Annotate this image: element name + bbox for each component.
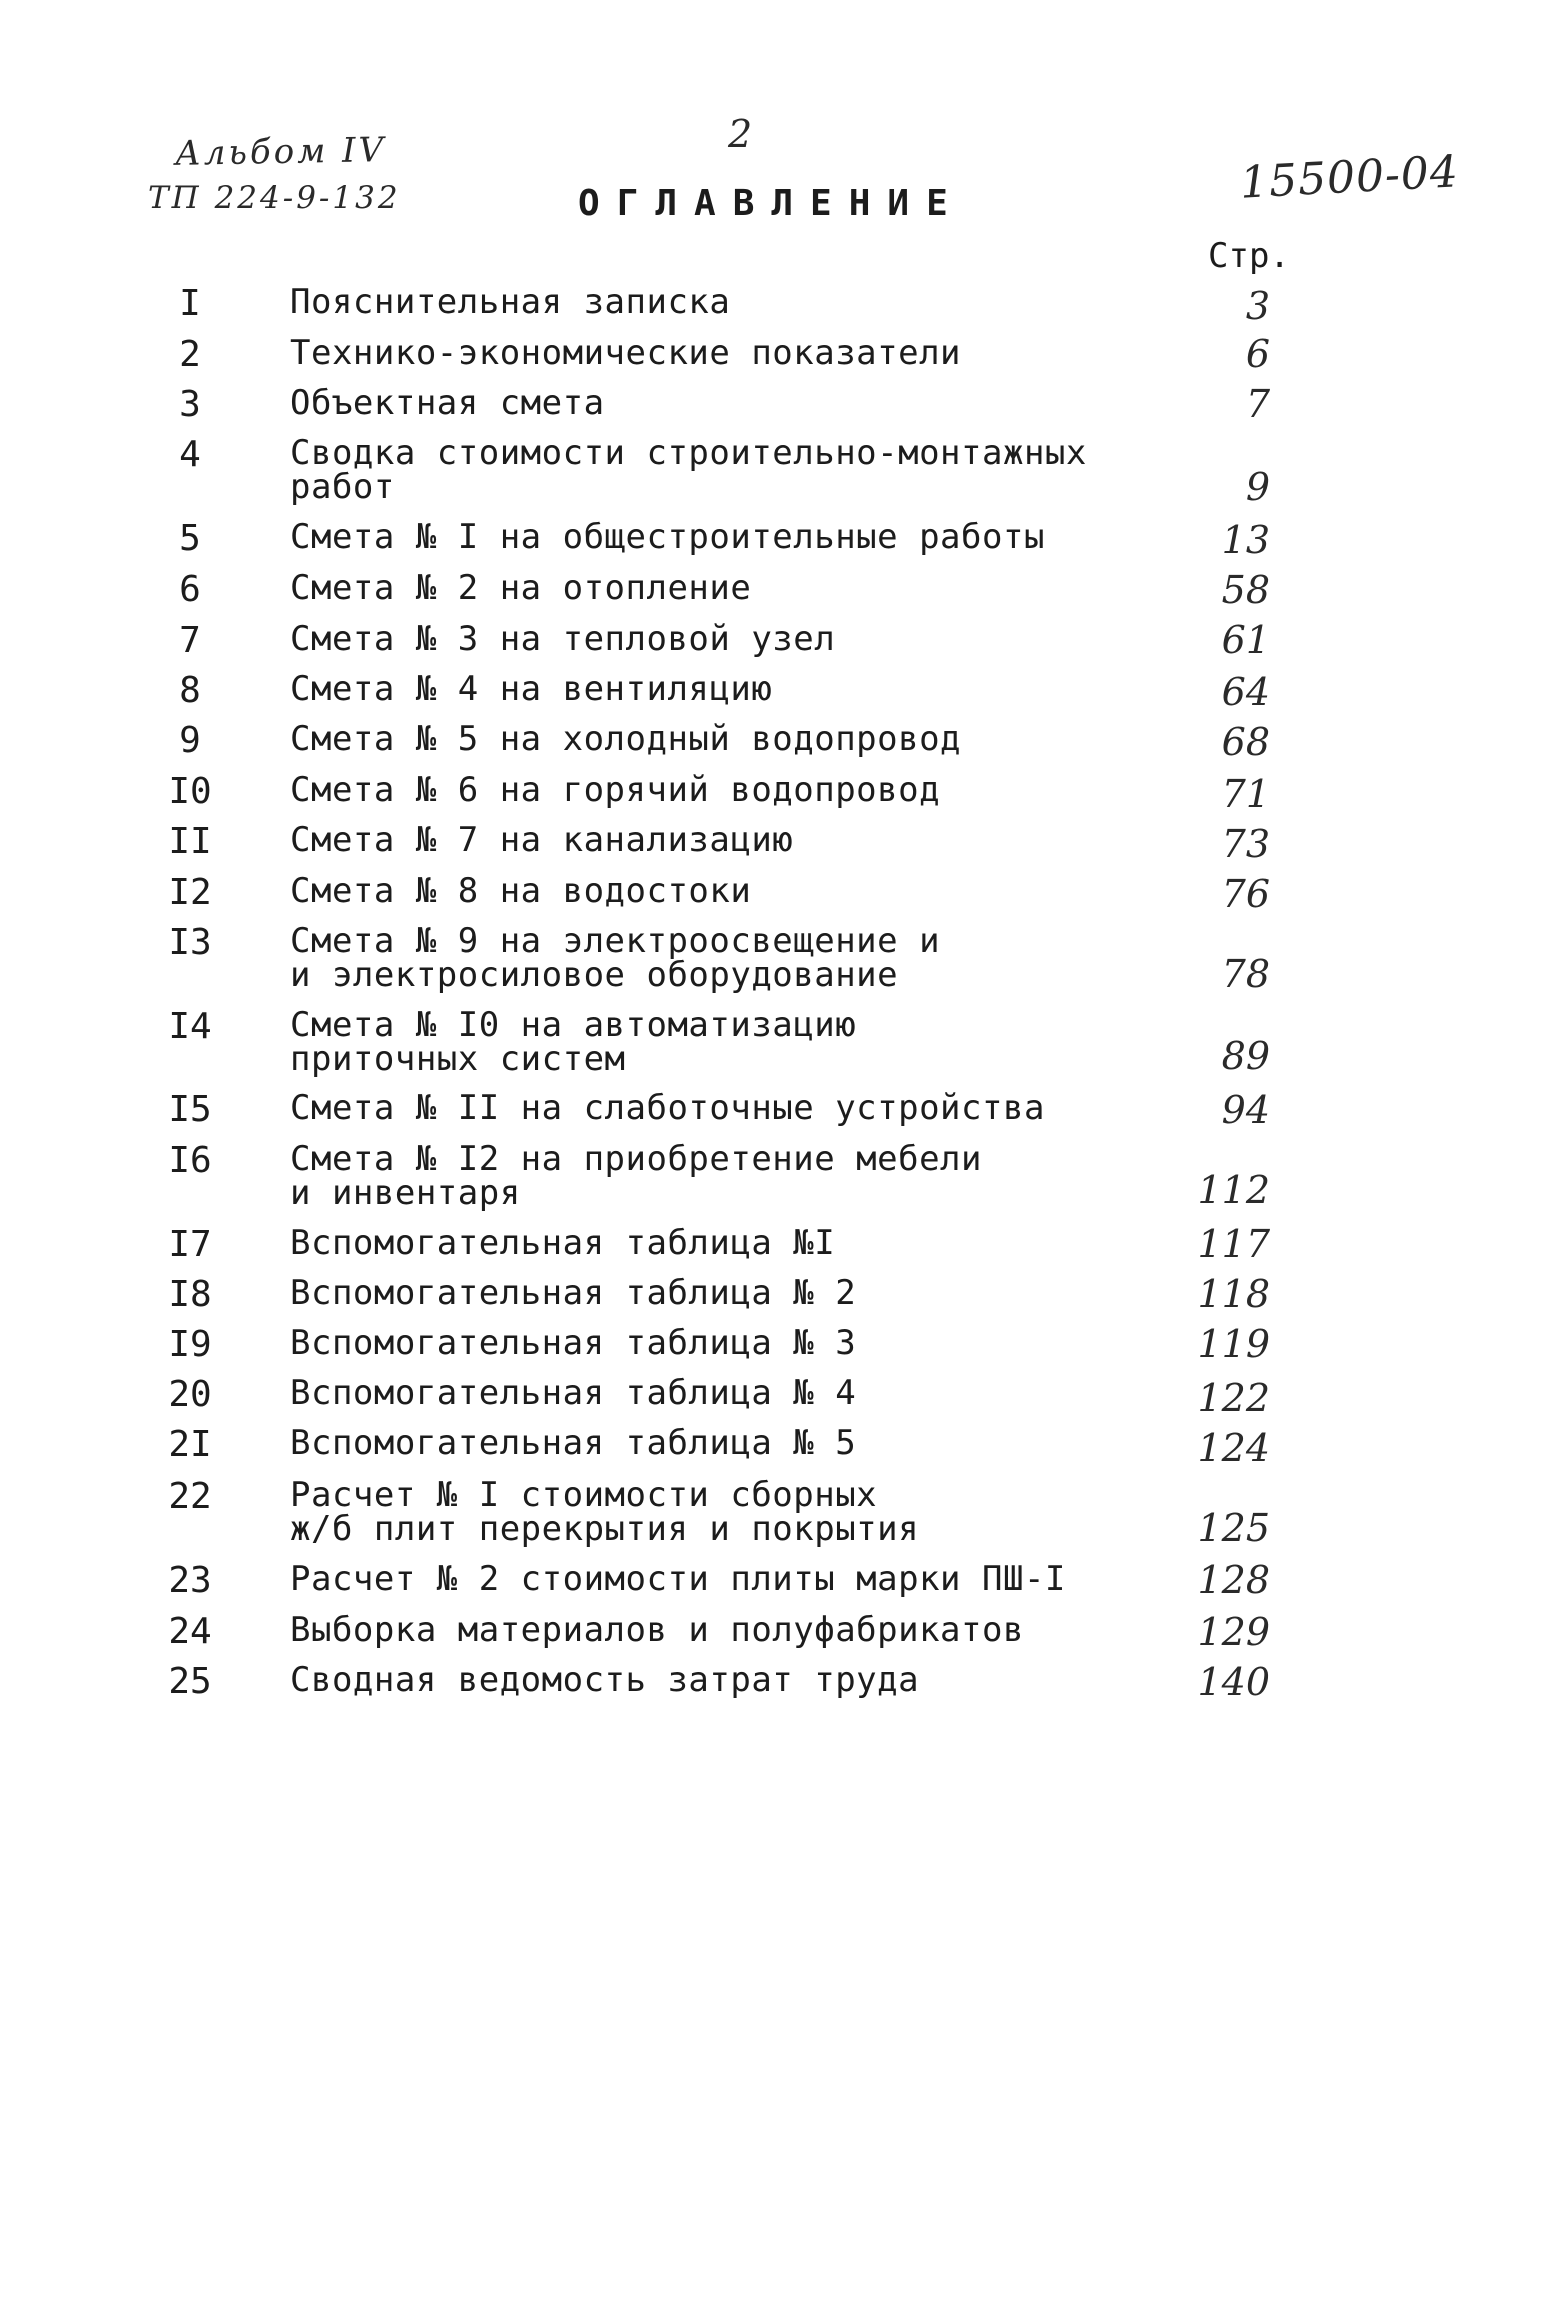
toc-item-title: Вспомогательная таблица № 2 [290, 1273, 857, 1313]
toc-item-page: 7 [1245, 382, 1270, 426]
toc-item-page: 3 [1245, 284, 1270, 328]
toc-item-number: 7 [179, 620, 201, 661]
toc-item-page: 94 [1221, 1088, 1270, 1132]
toc-item-page: 61 [1221, 618, 1270, 662]
toc-item-page: 118 [1197, 1272, 1270, 1316]
toc-item-title: Смета № 7 на канализацию [290, 820, 794, 860]
toc-item-number: 2I [168, 1424, 212, 1465]
toc-item-number: 9 [179, 720, 201, 761]
toc-item-number: 22 [168, 1476, 212, 1517]
toc-item-number: 8 [179, 670, 201, 711]
toc-item-number: I8 [168, 1274, 212, 1315]
page-number: 2 [728, 112, 753, 156]
toc-item-number: 3 [179, 384, 201, 425]
toc-item-page: 122 [1197, 1376, 1270, 1420]
toc-item-page: 58 [1221, 568, 1270, 612]
toc-item-title: Смета № 3 на тепловой узел [290, 619, 836, 659]
toc-item-number: I5 [168, 1089, 212, 1130]
toc-item-title: Смета № I0 на автоматизацию приточных систем [290, 1005, 857, 1079]
toc-item-title: Сводка стоимости строительно-монтажных работ [290, 433, 1087, 507]
toc-item-title: Смета № 9 на электроосвещение и и электросиловое оборудование [290, 921, 941, 995]
toc-item-title: Смета № II на слаботочные устройства [290, 1088, 1045, 1128]
toc-item-title: Расчет № I стоимости сборных ж/б плит перекрытия и покрытия [290, 1475, 920, 1549]
toc-item-number: 24 [168, 1611, 212, 1652]
toc-item-title: Выборка материалов и полуфабрикатов [290, 1610, 1024, 1650]
toc-item-number: 5 [179, 518, 201, 559]
toc-item-page: 129 [1197, 1610, 1270, 1654]
toc-item-page: 125 [1197, 1506, 1270, 1550]
toc-item-number: 6 [179, 569, 201, 610]
toc-item-page: 128 [1197, 1558, 1270, 1602]
toc-item-title: Сводная ведомость затрат труда [290, 1660, 920, 1700]
toc-item-page: 124 [1197, 1426, 1270, 1470]
doc-code: 15500-04 [1238, 146, 1461, 209]
toc-item-number: I0 [168, 771, 212, 812]
toc-item-title: Смета № I на общестроительные работы [290, 517, 1045, 557]
toc-item-page: 73 [1221, 822, 1270, 866]
toc-item-title: Смета № 6 на горячий водопровод [290, 770, 941, 810]
toc-item-title: Расчет № 2 стоимости плиты марки ПШ-I [290, 1559, 1066, 1599]
toc-item-title: Смета № 4 на вентиляцию [290, 669, 773, 709]
toc-item-number: 25 [168, 1661, 212, 1702]
toc-item-title: Вспомогательная таблица №I [290, 1223, 836, 1263]
toc-item-title: Вспомогательная таблица № 5 [290, 1423, 857, 1463]
toc-item-title: Смета № I2 на приобретение мебели и инвентаря [290, 1139, 983, 1213]
toc-item-number: I4 [168, 1006, 212, 1047]
page-column-header: Стр. [1208, 236, 1290, 276]
toc-item-page: 13 [1221, 518, 1270, 562]
toc-item-number: I2 [168, 872, 212, 913]
toc-item-number: 2 [179, 334, 201, 375]
toc-item-page: 9 [1245, 465, 1270, 509]
toc-item-page: 68 [1221, 720, 1270, 764]
toc-item-title: Пояснительная записка [290, 282, 731, 322]
toc-item-number: I3 [168, 922, 212, 963]
toc-item-page: 6 [1245, 332, 1270, 376]
tp-code: ТП 224-9-132 [148, 180, 401, 216]
toc-item-number: II [168, 821, 212, 862]
toc-item-title: Вспомогательная таблица № 4 [290, 1373, 857, 1413]
toc-item-page: 71 [1221, 772, 1270, 816]
toc-item-number: I9 [168, 1324, 212, 1365]
toc-item-page: 64 [1221, 670, 1270, 714]
toc-item-title: Вспомогательная таблица № 3 [290, 1323, 857, 1363]
toc-item-number: 23 [168, 1560, 212, 1601]
toc-item-page: 89 [1221, 1034, 1270, 1078]
toc-item-number: 20 [168, 1374, 212, 1415]
toc-item-number: 4 [179, 434, 201, 475]
toc-item-page: 112 [1197, 1168, 1270, 1212]
toc-item-number: I7 [168, 1224, 212, 1265]
toc-item-number: I6 [168, 1140, 212, 1181]
toc-item-title: Технико-экономические показатели [290, 333, 962, 373]
toc-item-page: 140 [1197, 1660, 1270, 1704]
toc-item-page: 117 [1197, 1222, 1270, 1266]
toc-item-title: Объектная смета [290, 383, 605, 423]
toc-item-title: Смета № 5 на холодный водопровод [290, 719, 962, 759]
toc-item-title: Смета № 8 на водостоки [290, 871, 752, 911]
toc-item-page: 76 [1221, 872, 1270, 916]
toc-item-page: 119 [1197, 1322, 1270, 1366]
toc-item-number: I [179, 283, 201, 324]
toc-item-page: 78 [1221, 952, 1270, 996]
album-label: Альбом IV [174, 130, 387, 174]
toc-item-title: Смета № 2 на отопление [290, 568, 752, 608]
toc-title: ОГЛАВЛЕНИЕ [578, 183, 965, 224]
